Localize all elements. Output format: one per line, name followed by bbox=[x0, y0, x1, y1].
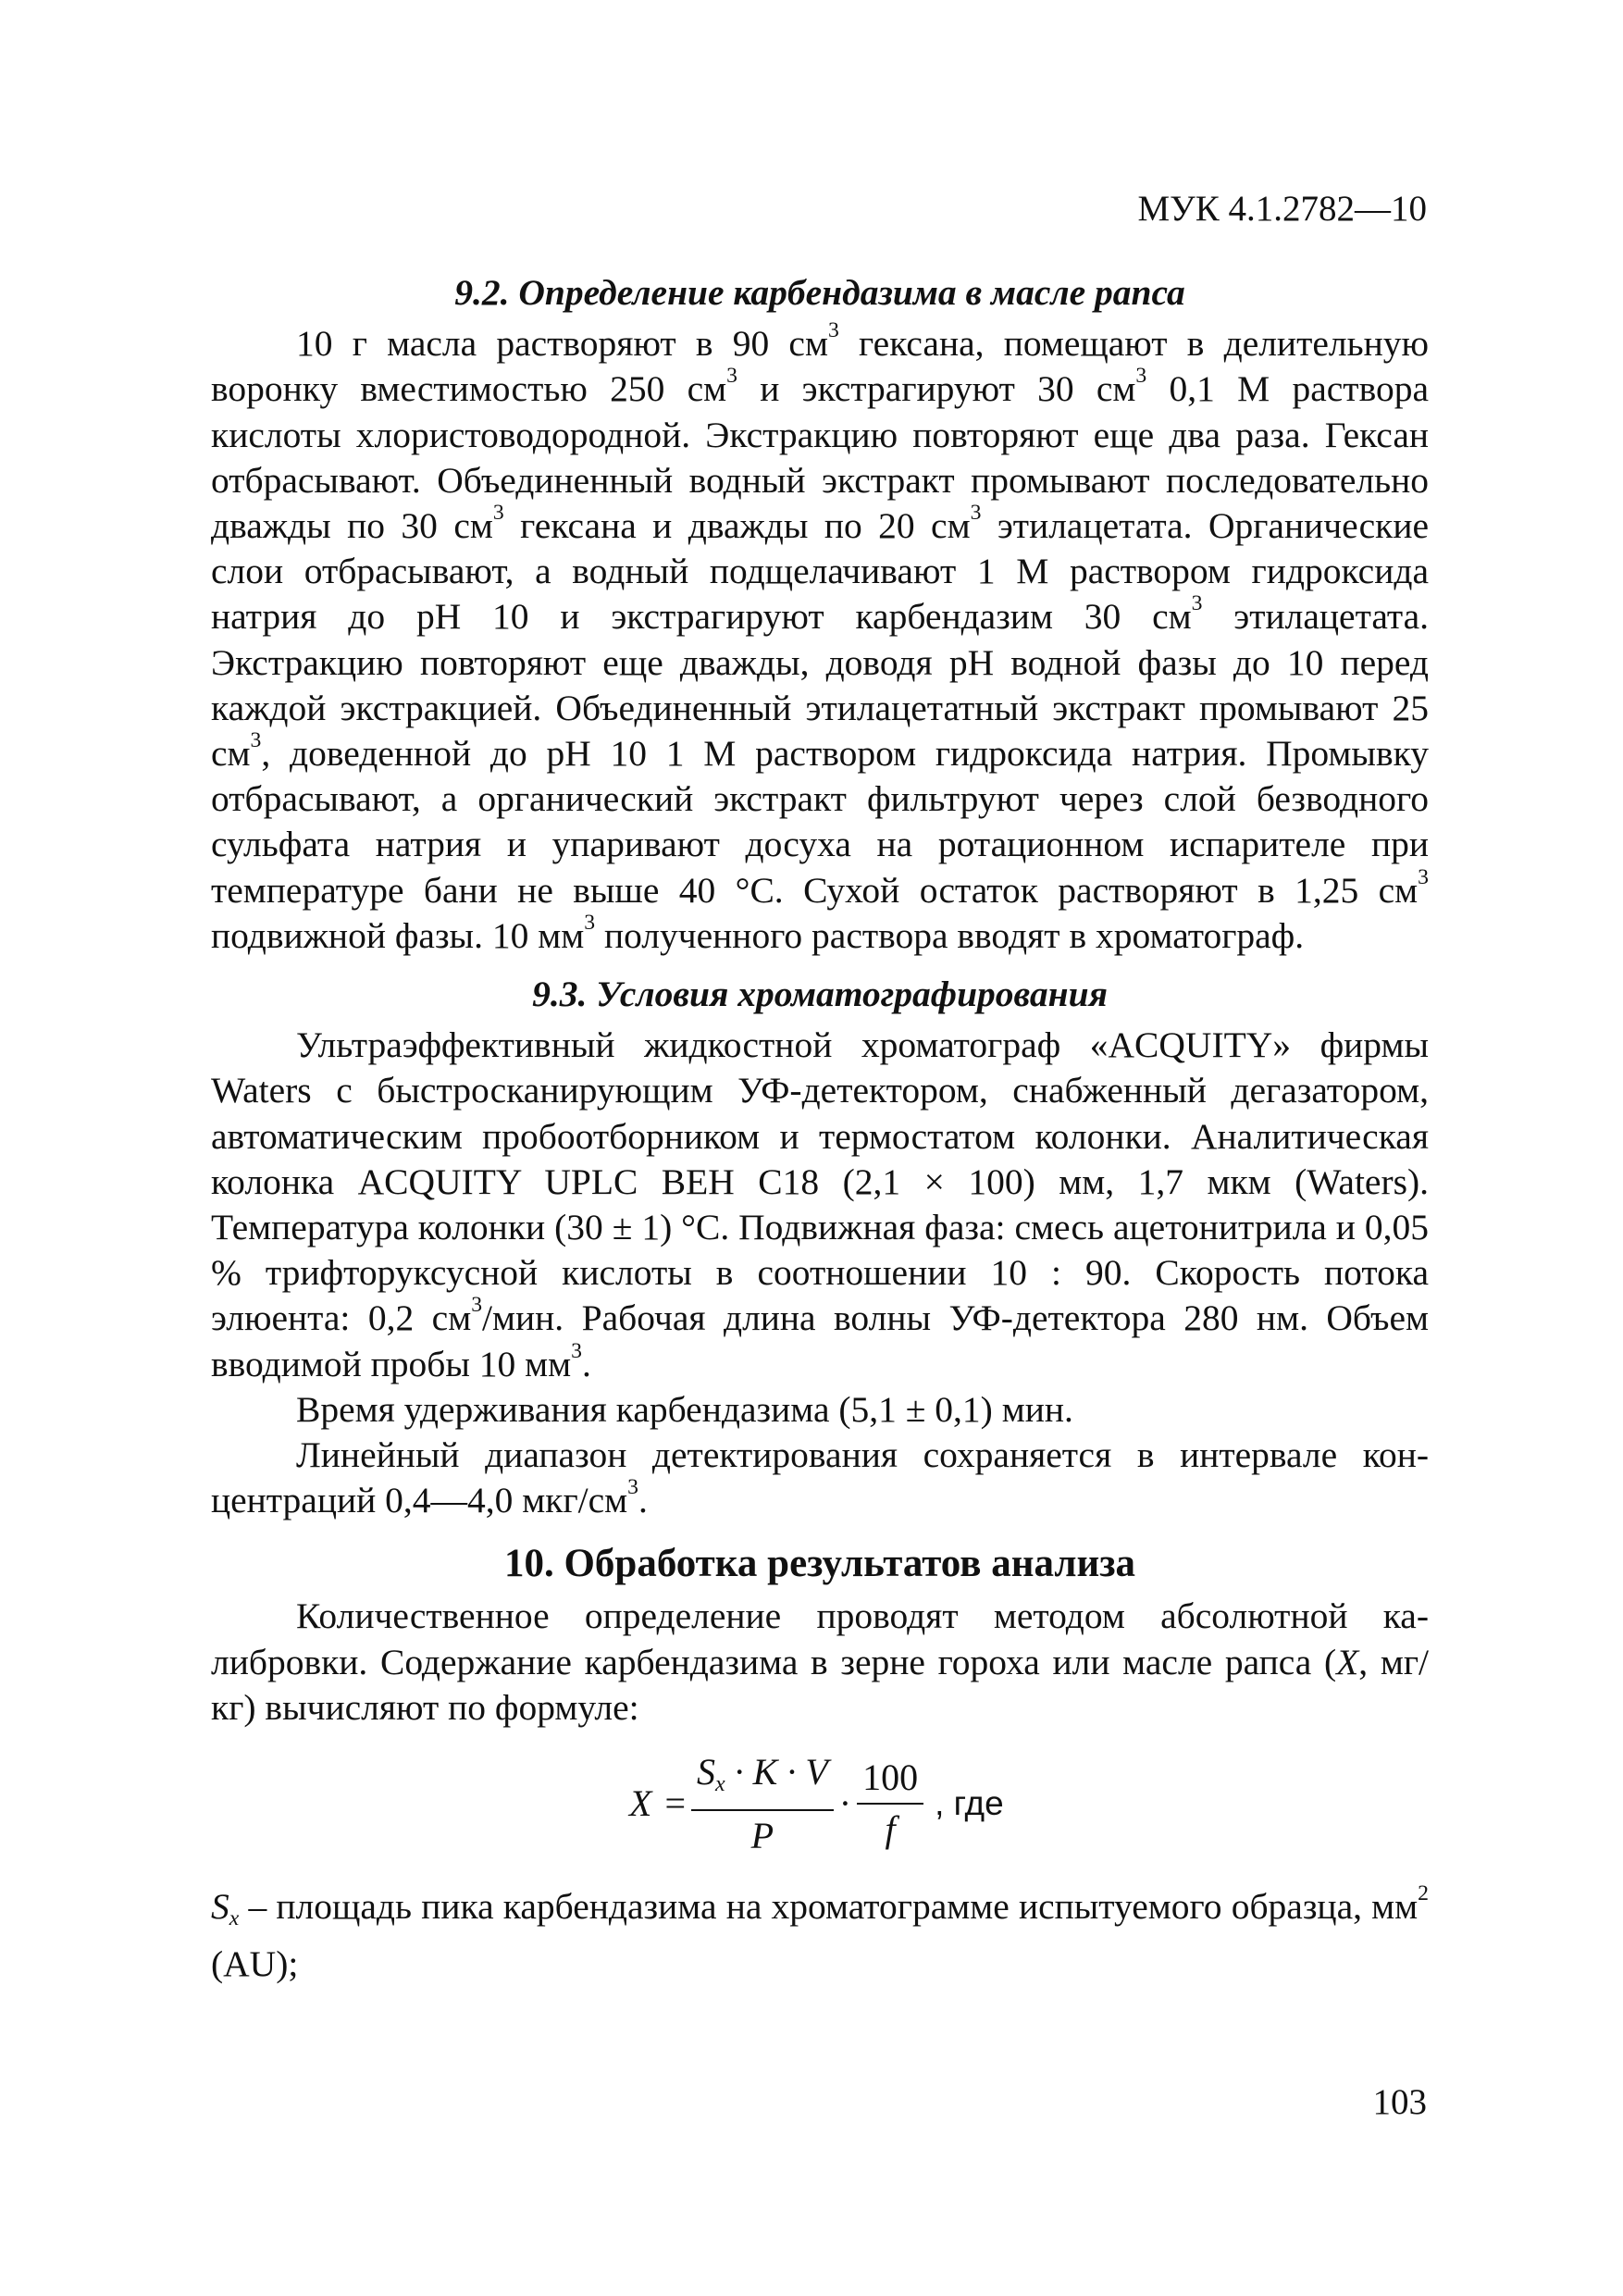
formula-fraction-2 bbox=[857, 1755, 923, 1853]
running-header: МУК 4.1.2782—10 bbox=[1137, 189, 1427, 229]
formula-numerator-1: Sx · K · V bbox=[691, 1749, 834, 1811]
formula-tail: , где bbox=[935, 1784, 1004, 1823]
formula-equals: = bbox=[664, 1782, 686, 1825]
page-number: 103 bbox=[1372, 2082, 1427, 2122]
formula-lhs: X bbox=[629, 1782, 652, 1825]
formula-numerator-2: 100 bbox=[857, 1755, 923, 1805]
section-10-paragraph: Количественное определение проводят методом абсолютной калибровки. Содержание карбендазима в зерне гороха или масле рапса (X, мг/кг) вычисляют по формуле: bbox=[211, 1595, 1429, 1728]
formula-dot: · bbox=[838, 1782, 852, 1825]
formula-denominator-1: P bbox=[750, 1814, 774, 1856]
section-9-3-title: 9.3. Условия хроматографирования bbox=[532, 974, 1108, 1015]
formula-denominator-2: f bbox=[885, 1808, 896, 1851]
page-content bbox=[211, 270, 1429, 1988]
formula-block bbox=[211, 1740, 1429, 1868]
section-9-3-paragraph-retention: Время удерживания карбендазима (5,1 ± 0,1) мин. bbox=[296, 1388, 1073, 1430]
section-9-2-title: 9.2. Определение карбендазима в масле рапса bbox=[454, 272, 1185, 313]
section-9-3-paragraph-conditions: Ультраэффективный жидкостной хроматограф «ACQUITY» фирмы Waters с быстросканирующим УФ-детектором, снабженный дегазатором, автоматическим пробоотборником и термостатом колонки. Аналитическая колонка ACQUITY UPLC BEH C18 (2,1 × 100) мм, 1,7 мкм (Waters). Температура колонки (30 ± 1) °С. Подвижная фаза: смесь ацетонитрила и 0,05 % трифторуксусной кислоты в соотношении 10 : 90. Скорость потока элюента: 0,2 $см^3$/мин. Рабочая длина волны УФ-детектора 280 нм. Объем вводимой пробы 10 $мм^3$. bbox=[211, 1024, 1429, 1384]
section-9-3-paragraph-range: Линейный диапазон детектирования сохраняется в интервале концентраций 0,4—4,0 мкг/$см^3$. bbox=[211, 1434, 1429, 1521]
section-9-2-paragraph: 10 г масла растворяют в 90 $см^3$ гексана, помещают в делительную воронку вместимостью 250 $см^3$ и экстрагируют 30 $см^3$ 0,1 М раствора кислоты хлористоводородной. Экстракцию повторяют еще два раза. Гексан отбрасывают. Объединенный водный экстракт промывают последовательно дважды по 30 $см^3$ гексана и дважды по 20 $см^3$ этилацетата. Органические слои отбрасывают, а водный подщелачивают 1 М раствором гидроксида натрия до рН 10 и экстрагируют карбендазим 30 $см^3$ этилацетата. Экстракцию повторяют еще дважды, доводя рН водной фазы до 10 перед каждой экстракцией. Объединенный этилацетатный экстракт промывают 25 $см^3$, доведенной до рН 10 1 М раствором гидроксида натрия. Промывку отбрасывают, а органический экстракт фильтруют через слой безводного сульфата натрия и упаривают досуха на ротационном испарителе при температуре бани не выше 40 °С. Сухой остаток растворяют в 1,25 $см^3$ подвижной фазы. 10 $мм^3$ полученного раствора вводят в хроматограф. bbox=[211, 318, 1430, 956]
section-10-title: 10. Обработка результатов анализа bbox=[503, 1542, 1136, 1586]
variable-definition-sx: Sx – площадь пика карбендазима на хроматограмме испытуемого образца, $мм^2$ (AU); bbox=[211, 1880, 1429, 1985]
formula bbox=[629, 1740, 1004, 1868]
formula-fraction-1 bbox=[691, 1749, 834, 1859]
